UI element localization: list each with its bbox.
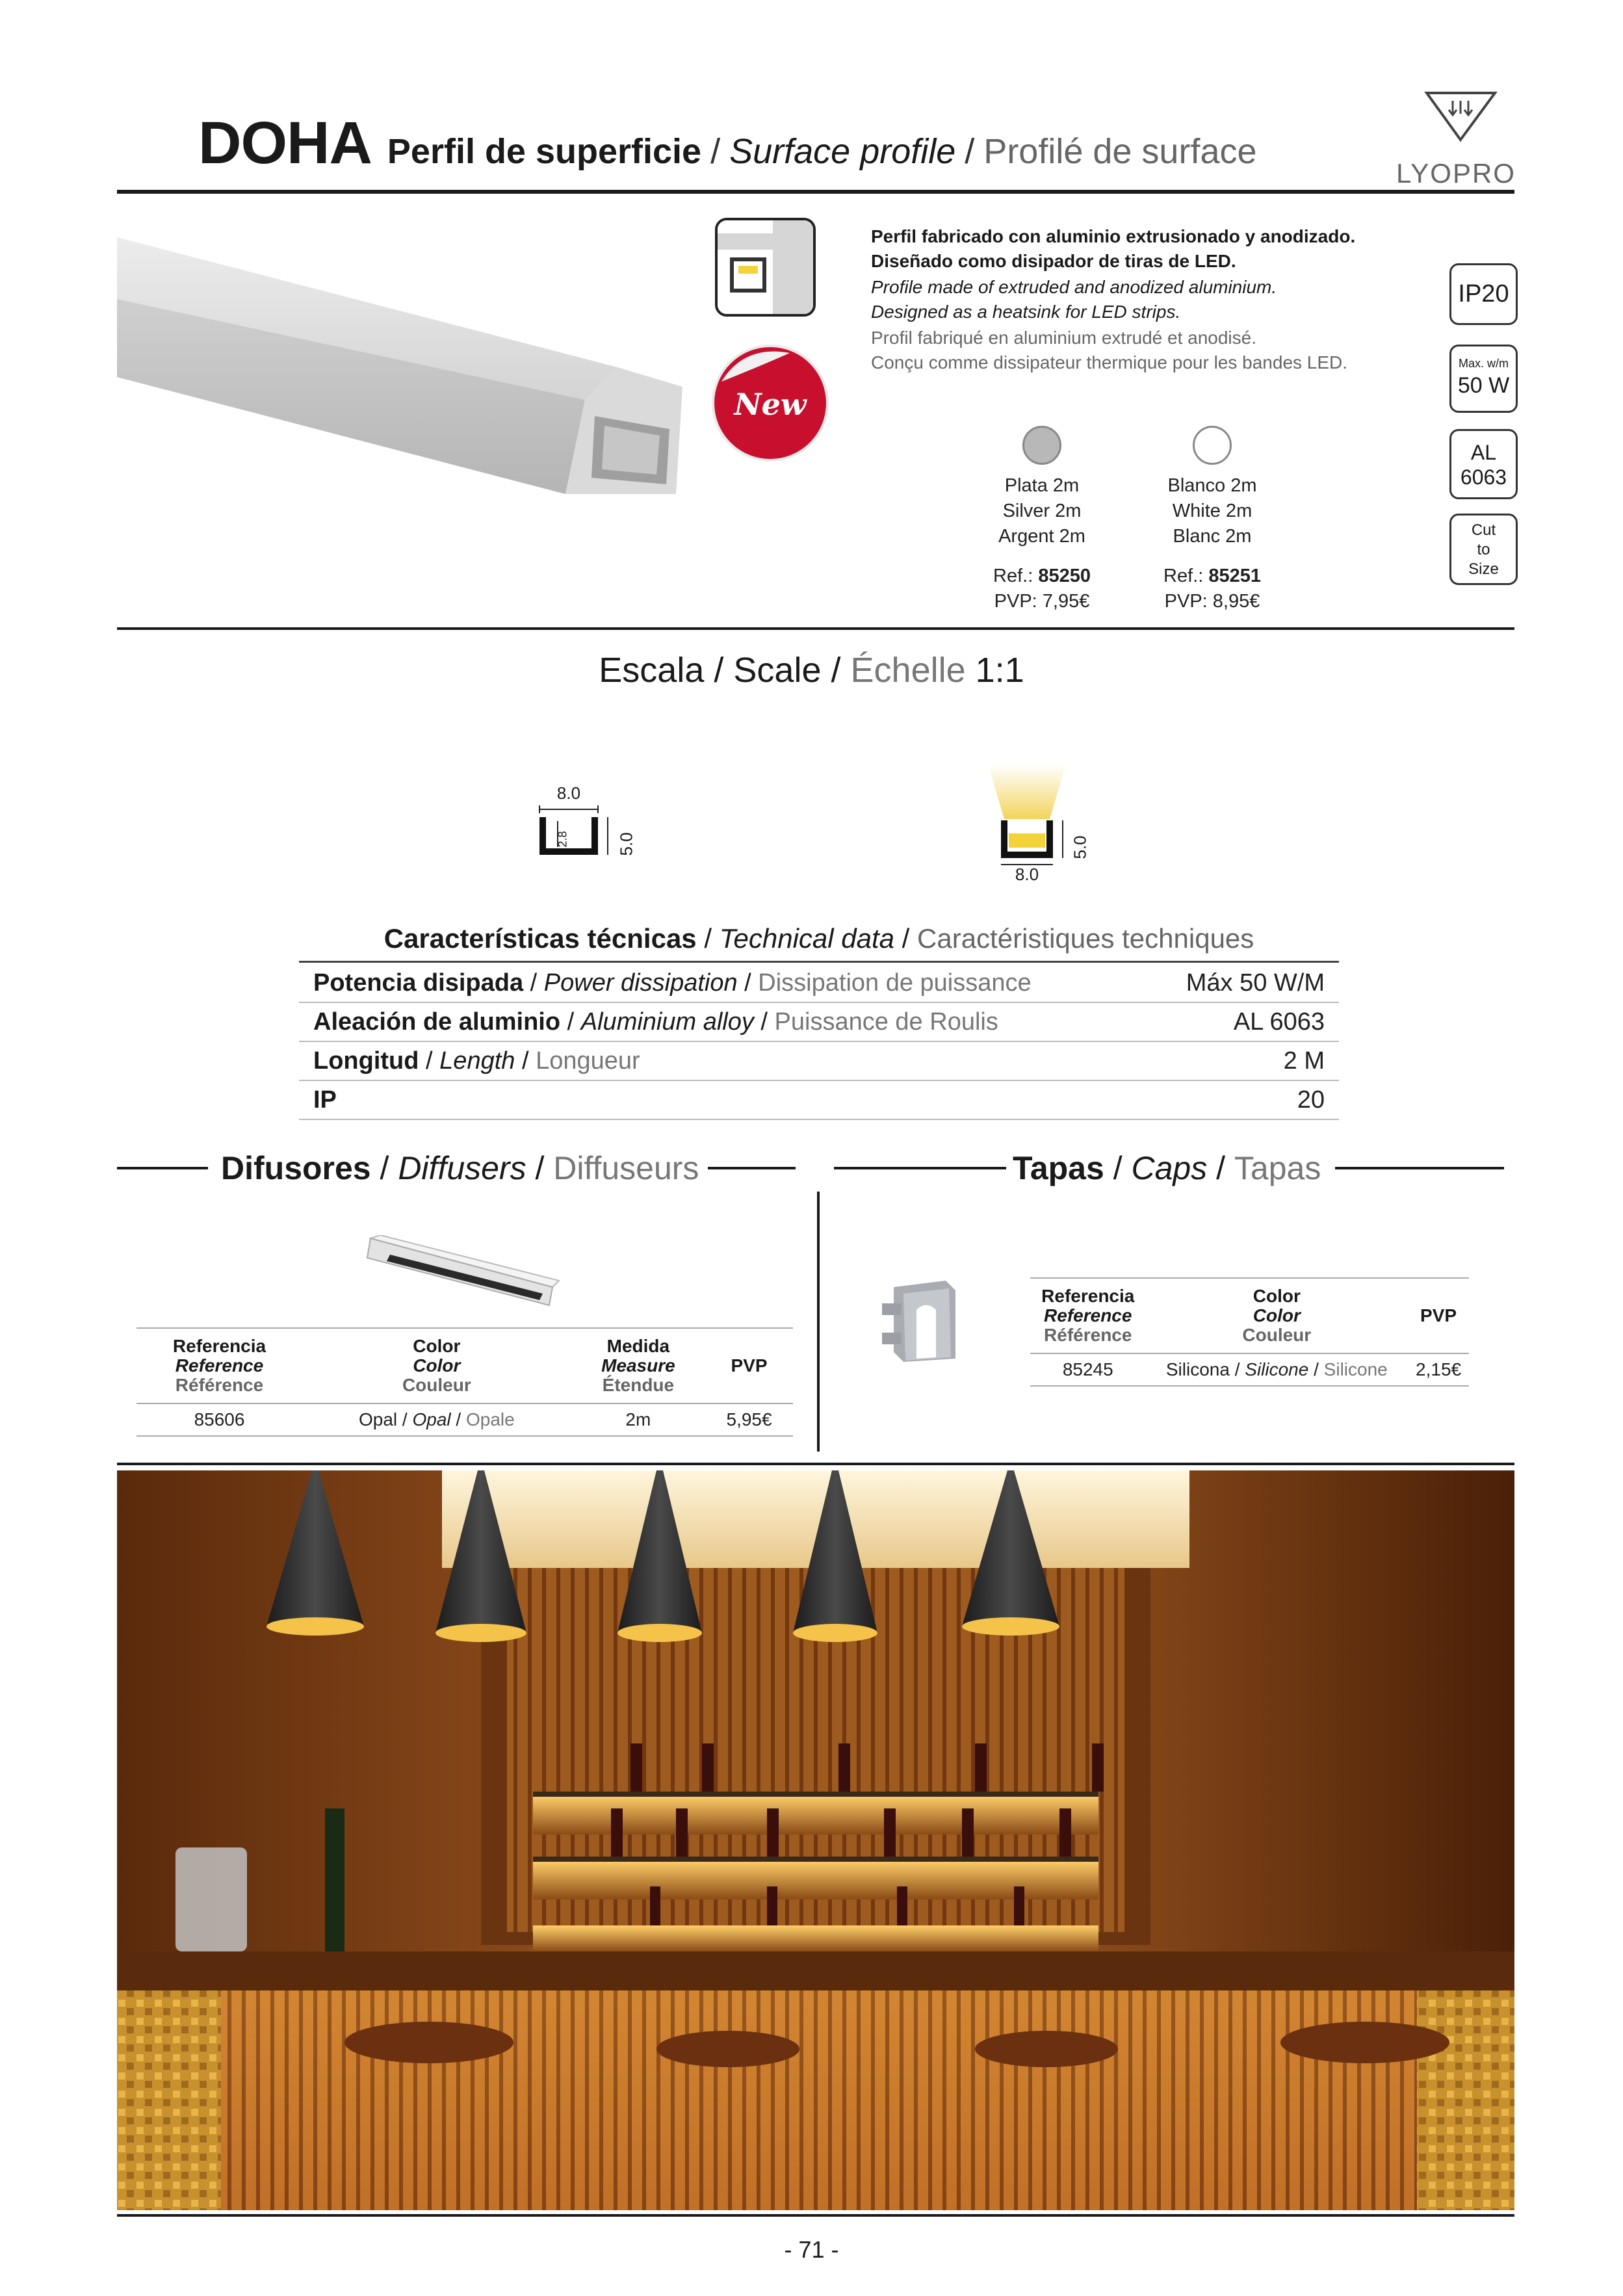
row-label: IP — [313, 1086, 337, 1114]
column-header-color: Color Color Couleur — [402, 1336, 471, 1395]
diffusers-table — [136, 1327, 793, 1437]
variant-label-en: White 2m — [1172, 501, 1253, 521]
product-name: DOHA — [198, 110, 372, 176]
description-fr-1: Profil fabriqué en aluminium extrudé et anodisé. — [871, 328, 1257, 348]
dimension-inner: 2.8 — [556, 831, 569, 848]
new-badge — [708, 341, 832, 465]
cell-reference: 85606 — [136, 1403, 302, 1436]
cell-color: Opal / Opal / Opale — [302, 1403, 571, 1436]
profile-section-icon — [715, 218, 816, 317]
technical-data-table — [299, 964, 1339, 1120]
technical-title-en: Technical data — [719, 923, 894, 954]
cell-color: Silicona / Silicone / Silicone — [1146, 1353, 1409, 1386]
column-header-reference: Referencia Reference Référence — [1041, 1286, 1135, 1345]
title-separator: / — [710, 132, 721, 171]
ip-rating-badge: IP20 — [1449, 263, 1518, 325]
description-en-2: Designed as a heatsink for LED strips. — [871, 302, 1181, 322]
row-label: Potencia disipada / Power dissipation / Dissipation de puissance — [313, 969, 1032, 997]
row-value: 20 — [1297, 1086, 1325, 1114]
scale-title-en: Scale — [733, 651, 822, 690]
caps-title-fr: Tapas — [1234, 1150, 1321, 1186]
brand-name: LYOPRO — [1396, 158, 1516, 189]
column-divider — [817, 1192, 820, 1452]
product-photo — [117, 228, 695, 501]
row-value: Máx 50 W/M — [1186, 969, 1325, 997]
alloy-badge — [1449, 429, 1518, 499]
column-header-price: PVP — [1420, 1305, 1457, 1325]
description-es-1: Perfil fabricado con aluminio extrusionado y anodizado. — [871, 226, 1356, 246]
row-label: Longitud / Length / Longueur — [313, 1047, 640, 1075]
variant-label-fr: Argent 2m — [998, 526, 1085, 547]
diffuser-photo — [364, 1235, 565, 1307]
dimension-width: 8.0 — [556, 783, 581, 803]
caps-heading: Tapas / Caps / Tapas — [834, 1149, 1514, 1187]
variant-silver — [944, 473, 1139, 614]
cut-to-size-badge — [1449, 514, 1518, 585]
profile-drawing-lit — [988, 761, 1092, 887]
table-row — [299, 964, 1339, 1003]
diffusers-heading: Difusores / Diffusers / Diffuseurs — [117, 1149, 803, 1187]
reference-number: 85250 — [1038, 566, 1091, 586]
variant-reference: Ref.: 85250 — [993, 566, 1091, 586]
lyopro-triangle-icon — [1391, 88, 1521, 156]
column-header-measure: Medida Measure Étendue — [601, 1336, 675, 1395]
section-divider — [117, 627, 1514, 630]
technical-title-fr: Caractéristiques techniques — [917, 923, 1254, 954]
description-es-2: Diseñado como disipador de tiras de LED. — [871, 251, 1236, 271]
table-row — [1030, 1353, 1469, 1386]
column-header-price: PVP — [731, 1355, 768, 1376]
variant-label-en: Silver 2m — [1002, 501, 1082, 521]
variant-label-fr: Blanc 2m — [1173, 526, 1252, 547]
table-row — [299, 1042, 1339, 1081]
cell-measure: 2m — [571, 1403, 705, 1436]
caps-table — [1030, 1277, 1469, 1387]
diffusers-title-en: Diffusers — [398, 1150, 526, 1186]
photo-top-rule — [117, 1463, 1514, 1465]
heading-line — [834, 1167, 1006, 1169]
variant-label-es: Blanco 2m — [1167, 475, 1257, 496]
max-power-value: 50 W — [1457, 373, 1510, 398]
cut-line-1: Cut — [1471, 521, 1496, 539]
cut-line-3: Size — [1468, 560, 1499, 578]
alloy-line-2: 6063 — [1460, 465, 1507, 489]
cell-reference: 85245 — [1030, 1353, 1146, 1386]
photo-bottom-rule — [117, 2214, 1514, 2217]
row-label: Aleación de aluminio / Aluminium alloy / Puissance de Roulis — [313, 1008, 998, 1036]
dimension-height: 5.0 — [1070, 835, 1090, 859]
table-row — [299, 1081, 1339, 1120]
technical-data-title: Características técnicas / Technical data / Caractéristiques techniques — [383, 923, 1254, 954]
scale-title: Escala / Scale / Échelle 1:1 — [599, 651, 1024, 690]
caps-title-es: Tapas — [1013, 1150, 1104, 1186]
dimension-height: 5.0 — [616, 832, 636, 856]
description-en-1: Profile made of extruded and anodized aluminium. — [871, 277, 1277, 297]
cell-price: 2,15€ — [1408, 1353, 1469, 1386]
variant-label-es: Plata 2m — [1004, 475, 1080, 496]
row-value: 2 M — [1283, 1047, 1325, 1075]
title-separator: / — [965, 132, 975, 171]
color-swatch-white — [1193, 426, 1232, 465]
variant-price: PVP: 8,95€ — [1164, 591, 1260, 612]
profile-drawing-dimensions — [533, 783, 643, 868]
variant-white — [1115, 473, 1310, 614]
diffusers-title-es: Difusores — [221, 1150, 371, 1186]
title-fr: Profilé de surface — [983, 132, 1257, 171]
technical-title-es: Características técnicas — [383, 923, 697, 954]
new-badge-label: New — [734, 387, 807, 422]
scale-title-es: Escala — [599, 651, 705, 690]
title-en: Surface profile — [729, 132, 956, 171]
row-value: AL 6063 — [1233, 1008, 1325, 1036]
max-power-label: Max. w/m — [1458, 357, 1509, 370]
description-fr-2: Conçu comme dissipateur thermique pour les bandes LED. — [871, 352, 1348, 372]
variant-price: PVP: 7,95€ — [994, 591, 1090, 612]
header-divider — [117, 190, 1514, 194]
product-description — [871, 224, 1404, 375]
page-title — [198, 109, 1257, 187]
scale-title-fr: Échelle — [850, 651, 966, 690]
variant-reference: Ref.: 85251 — [1163, 566, 1261, 586]
cap-photo — [874, 1274, 972, 1365]
ambient-bar-photo — [117, 1470, 1514, 2210]
title-es: Perfil de superficie — [387, 132, 702, 171]
color-swatch-silver — [1022, 426, 1061, 465]
heading-line — [708, 1167, 796, 1169]
diffusers-title-fr: Diffuseurs — [553, 1150, 699, 1186]
brand-logo — [1391, 88, 1521, 189]
reference-number: 85251 — [1208, 566, 1261, 586]
column-header-reference: Referencia Reference Référence — [172, 1336, 266, 1395]
table-row — [136, 1403, 793, 1436]
table-row — [299, 1003, 1339, 1042]
scale-ratio: 1:1 — [975, 651, 1024, 690]
dimension-width: 8.0 — [1015, 865, 1039, 884]
heading-line — [117, 1167, 208, 1169]
technical-table-top-rule — [299, 961, 1339, 963]
cell-price: 5,95€ — [705, 1403, 793, 1436]
caps-title-en: Caps — [1131, 1150, 1208, 1186]
column-header-color: Color Color Couleur — [1242, 1286, 1312, 1345]
alloy-line-1: AL — [1470, 441, 1497, 464]
max-power-badge — [1449, 345, 1518, 413]
cut-line-2: to — [1477, 541, 1490, 558]
page-number: - 71 - — [784, 2236, 839, 2263]
heading-line — [1335, 1167, 1504, 1169]
